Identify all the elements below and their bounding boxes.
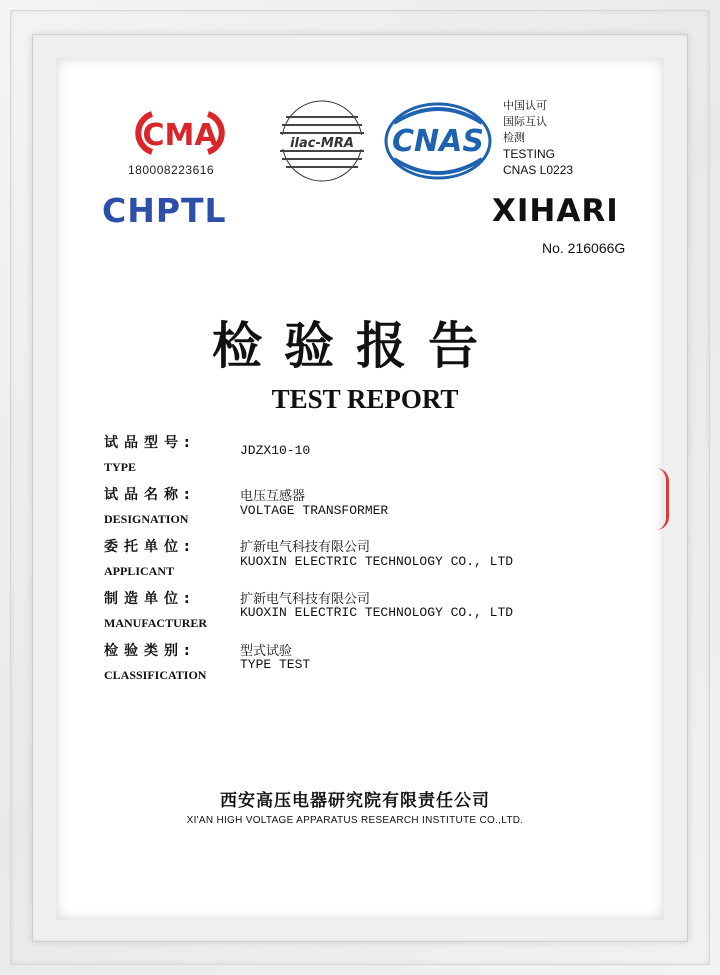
designation-label-cn: 试品名称: <box>104 487 196 503</box>
cnas-line: 检测 <box>503 132 525 144</box>
applicant-label-en: APPLICANT <box>104 564 175 578</box>
issuer-name-cn: 西安高压电器研究院有限责任公司 <box>220 791 490 811</box>
applicant-value-cn: 扩新电气科技有限公司 <box>240 540 371 555</box>
cnas-line: TESTING <box>503 147 556 161</box>
cnas-line: CNAS L0223 <box>503 163 574 177</box>
chptl-logo: CHPTL <box>102 191 227 230</box>
classification-value-en: TYPE TEST <box>240 657 311 672</box>
report-number: No. 216066G <box>542 240 626 256</box>
classification-label-en: CLASSIFICATION <box>104 668 207 682</box>
type-value: JDZX10-10 <box>240 443 311 458</box>
designation-value-en: VOLTAGE TRANSFORMER <box>240 503 389 518</box>
ilac-mra-logo <box>272 97 372 185</box>
classification-value-cn: 型式试验 <box>240 644 293 659</box>
cnas-logo-text: CNAS <box>392 124 484 159</box>
cnas-line: 中国认可 <box>503 100 547 112</box>
manufacturer-label-cn: 制造单位: <box>104 591 196 607</box>
applicant-value-en: KUOXIN ELECTRIC TECHNOLOGY CO., LTD <box>240 554 514 569</box>
issuer-name-en: XI'AN HIGH VOLTAGE APPARATUS RESEARCH INSTITUTE CO.,LTD. <box>186 815 524 826</box>
cnas-line: 国际互认 <box>503 116 547 128</box>
xihari-logo: XIHARI <box>492 193 619 229</box>
cnas-accreditation-text <box>503 98 573 178</box>
designation-value-cn: 电压互感器 <box>240 489 306 504</box>
cma-number: 180008223616 <box>128 163 215 177</box>
classification-label-cn: 检验类别: <box>104 643 196 659</box>
title-chinese: 检验报告 <box>212 317 500 375</box>
ilac-logo-text: ilac-MRA <box>290 136 354 151</box>
cma-logo <box>130 108 230 158</box>
designation-label-en: DESIGNATION <box>104 512 189 526</box>
type-label-cn: 试品型号: <box>104 435 196 451</box>
type-label-en: TYPE <box>104 460 137 474</box>
manufacturer-label-en: MANUFACTURER <box>104 616 208 630</box>
cma-logo-text: CMA <box>142 118 218 153</box>
manufacturer-value-en: KUOXIN ELECTRIC TECHNOLOGY CO., LTD <box>240 605 514 620</box>
manufacturer-value-cn: 扩新电气科技有限公司 <box>240 592 371 607</box>
red-seal-edge <box>656 468 669 530</box>
title-english: TEST REPORT <box>271 384 459 414</box>
cnas-logo <box>384 101 492 181</box>
applicant-label-cn: 委托单位: <box>104 539 196 555</box>
